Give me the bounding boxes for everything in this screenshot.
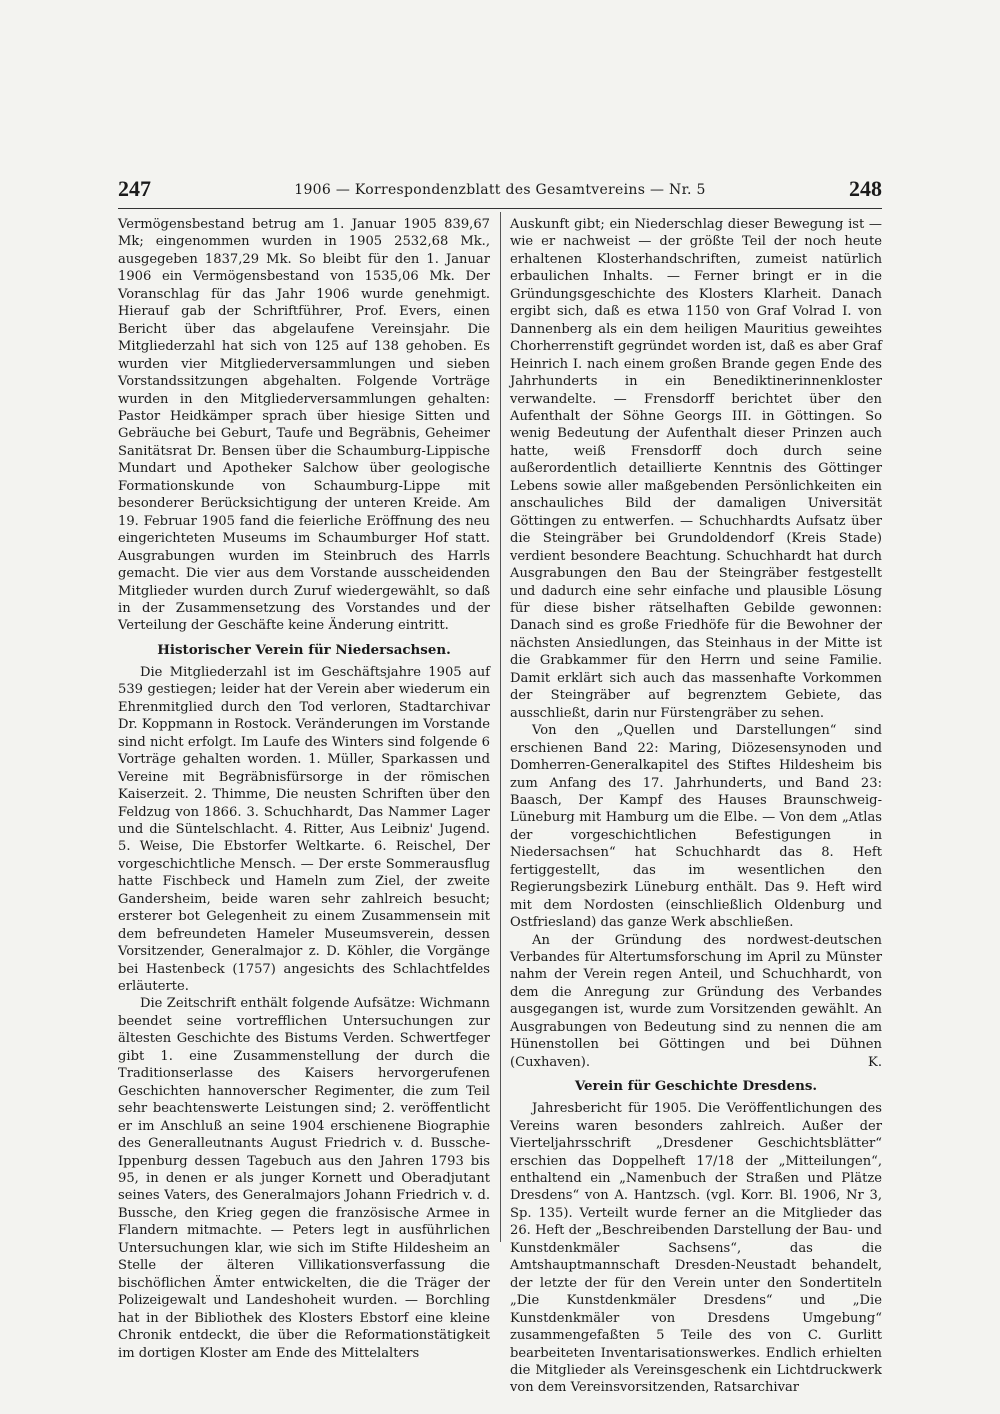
paragraph: Auskunft gibt; ein Niederschlag dieser Bewegung ist — wie er nachweist — der größte Teil der noch heute erhaltenen Klosterhandschriften, zumeist natürlich erbaulichen Inhalts. — Ferner bringt er in die Gründungsgeschichte des Klosters Klarheit. Danach ergibt sich, daß es etwa 1150 von Graf Volrad I. von Dannenberg als ein dem heiligen Mauritius geweihtes Chorherrenstift gegründet worden ist, daß es aber Graf Heinrich I. nach einem großen Brande gegen Ende des Jahrhunderts in ein Benediktinerinnenkloster verwandelte. — Frensdorff berichtet über den Aufenthalt der Söhne Georgs III. in Göttingen. So wenig Bedeutung der Aufenthalt dieser Prinzen auch hatte, weiß Frensdorff doch durch seine außerordentlich detaillierte Kenntnis des Göttinger Lebens sowie aller maßgebenden Persönlichkeiten ein anschauliches Bild der damaligen Universität Göttingen zu entwerfen. — Schuchhardts Aufsatz über die Steingräber bei Grundoldendorf (Kreis Stade) verdient besondere Beachtung. Schuchhardt hat durch Ausgrabungen den Bau der Steingräber festgestellt und dadurch eine sehr einfache und plausible Lösung für diese bisher rätselhaften Gebilde gewonnen: Danach sind es große Friedhöfe für die Bewohner der nächsten Ansiedlungen, das Steinhaus in der Mitte ist die Grabkammer für den Herrn und seine Familie. Damit erklärt sich auch das massenhafte Vorkommen der Steingräber auf begrenztem Gebiete, das ausschließt, darin nur Fürstengräber zu sehen. (510, 217, 882, 721)
header-rule (118, 208, 882, 209)
paragraph-text: An der Gründung des nordwest-deutschen Verbandes für Altertumsforschung im April zu Münster nahm der Verein regen Anteil, und Schuchhardt, von dem die Anregung zur Gründung des Verbandes ausgegangen ist, wurde zum Vorsitzenden gewählt. An Ausgrabungen von Bedeutung sind zu nennen die am Hünenstollen bei Göttingen und bei Dühnen (Cuxhaven). (510, 932, 882, 1070)
paragraph: Die Mitgliederzahl ist im Geschäftsjahre 1905 auf 539 gestiegen; leider hat der Verein aber wiederum ein Ehrenmitglied durch den Tod verloren, Stadtarchivar Dr. Koppmann in Rostock. Veränderungen im Vorstande sind nicht erfolgt. Im Laufe des Winters sind folgende 6 Vorträge gehalten worden. 1. Müller, Sparkassen und Vereine mit Begräbnisfürsorge in der römischen Kaiserzeit. 2. Thimme, Die neusten Schriften über den Feldzug von 1866. 3. Schuchhardt, Das Nammer Lager und die Süntelschlacht. 4. Ritter, Aus Leibniz' Jugend. 5. Weise, Die Ebstorfer Weltkarte. 6. Reischel, Der vorgeschichtliche Mensch. — Der erste Sommerausflug hatte Fischbeck und Hameln zum Ziel, der zweite Gandersheim, beide waren sehr zahlreich besucht; ersterer bot Gelegenheit zu einem Zusammensein mit dem befreundeten Hameler Museumsverein, dessen Vorsitzender, Generalmajor z. D. Köhler, die Vorgänge bei Hastenbeck (1757) angesichts des Schlachtfeldes erläuterte. (118, 664, 490, 995)
page-number-left: 247 (118, 176, 151, 201)
page-header (118, 176, 882, 206)
paragraph: Jahresbericht für 1905. Die Veröffentlichungen des Vereins waren besonders zahlreich. Außer der Vierteljahrsschrift „Dresdener Geschichtsblätter“ erschien das Doppelheft 17/18 der „Mitteilungen“, enthaltend ein „Namenbuch der Straßen und Plätze Dresdens“ von A. Hantzsch. (vgl. Korr. Bl. 1906, Nr 3, Sp. 135). Verteilt wurde ferner an die Mitglieder das 26. Heft der „Beschreibenden Darstellung der Bau- und Kunstdenkmäler Sachsens“, das die Amtshauptmannschaft Dresden-Neustadt behandelt, der letzte der für den Verein unter den Sondertiteln „Die Kunstdenkmäler Dresdens“ und „Die Kunstdenkmäler von Dresdens Umgebung“ zusammengefaßten 5 Teile des von C. Gurlitt bearbeiteten Inventarisationswerkes. Endlich erhielten die Mitglieder als Vereinsgeschenk ein Lichtdruckwerk von dem Vereinsvorsitzenden, Ratsarchivar (510, 1101, 882, 1396)
running-title: 1906 — Korrespondenzblatt des Gesamtvereins — Nr. 5 (294, 182, 706, 198)
paragraph: Vermögensbestand betrug am 1. Januar 1905 839,67 Mk; eingenommen wurden in 1905 2532,68 Mk., ausgegeben 1837,29 Mk. So bleibt für den 1. Januar 1906 ein Vermögensbestand von 1535,06 Mk. Der Voranschlag für das Jahr 1906 wurde genehmigt. Hierauf gab der Schriftführer, Prof. Evers, einen Bericht über das abgelaufene Vereinsjahr. Die Mitgliederzahl hat sich von 125 auf 138 gehoben. Es wurden vier Mitgliederversammlungen und sieben Vorstandssitzungen abgehalten. Folgende Vorträge wurden in den Mitgliederversammlungen gehalten: Pastor Heidkämper sprach über hiesige Sitten und Gebräuche bei Geburt, Taufe und Begräbnis, Geheimer Sanitätsrat Dr. Bensen über die Schaumburg-Lippische Mundart und Apotheker Salchow über geologische Formationskunde von Schaumburg-Lippe mit besonderer Berücksichtigung der unteren Kreide. Am 19. Februar 1905 fand die feierliche Eröffnung des neu eingerichteten Museums im Schaumburger Hof statt. Ausgrabungen wurden im Steinbruch des Harrls gemacht. Die vier aus dem Vorstande ausscheidenden Mitglieder wurden durch Zuruf wiedergewählt, so daß in der Zusammensetzung des Vorstandes und der Verteilung der Geschäfte keine Änderung eintritt. (118, 217, 490, 634)
paragraph: Von den „Quellen und Darstellungen“ sind erschienen Band 22: Maring, Diözesensynoden und Domherren-Generalkapitel des Stiftes Hildesheim bis zum Anfang des 17. Jahrhunderts, und Band 23: Baasch, Der Kampf des Hauses Braunschweig-Lüneburg mit Hamburg um die Elbe. — Von dem „Atlas der vorgeschichtlichen Befestigungen in Niedersachsen“ hat Schuchhardt das 8. Heft fertiggestellt, das im wesentlichen den Regierungsbezirk Lüneburg enthält. Das 9. Heft wird mit dem Nordosten (einschließlich Oldenburg und Ostfriesland) das ganze Werk abschließen. (510, 723, 882, 931)
section-heading: Verein für Geschichte Dresdens. (574, 1078, 818, 1095)
paragraph (510, 932, 882, 1072)
right-column (510, 216, 882, 1397)
column-divider (500, 212, 501, 1242)
author-initial: K. (868, 1054, 882, 1070)
section-heading: Historischer Verein für Niedersachsen. (157, 641, 451, 658)
page-number-right: 248 (849, 176, 882, 201)
paragraph: Die Zeitschrift enthält folgende Aufsätze: Wichmann beendet seine vortrefflichen Untersuchungen zur ältesten Geschichte des Bistums Verden. Schwertfeger gibt 1. eine Zusammenstellung der durch die Traditionserlasse des Kaisers hervorgerufenen Geschichten hannoverscher Regimenter, die zum Teil sehr beachtenswerte Leistungen sind; 2. veröffentlicht er im Anschluß an seine 1904 erschienene Biographie des Generalleutnants August Friedrich v. d. Bussche-Ippenburg dessen Tagebuch aus den Jahren 1793 bis 95, in denen er als junger Kornett und Oberadjutant seines Vaters, des Generalmajors Johann Friedrich v. d. Bussche, den Krieg gegen die französische Armee in Flandern mitmachte. — Peters legt in ausführlichen Untersuchungen klar, wie sich im Stifte Hildesheim an Stelle der älteren Villikationsverfassung die bischöflichen Ämter entwickelten, die die Träger der Polizeigewalt und Landeshoheit wurden. — Borchling hat in der Bibliothek des Klosters Ebstorf eine kleine Chronik entdeckt, die über die Reformationstätigkeit im dortigen Kloster am Ende des Mittelalters (118, 996, 490, 1361)
left-column (118, 216, 490, 1362)
